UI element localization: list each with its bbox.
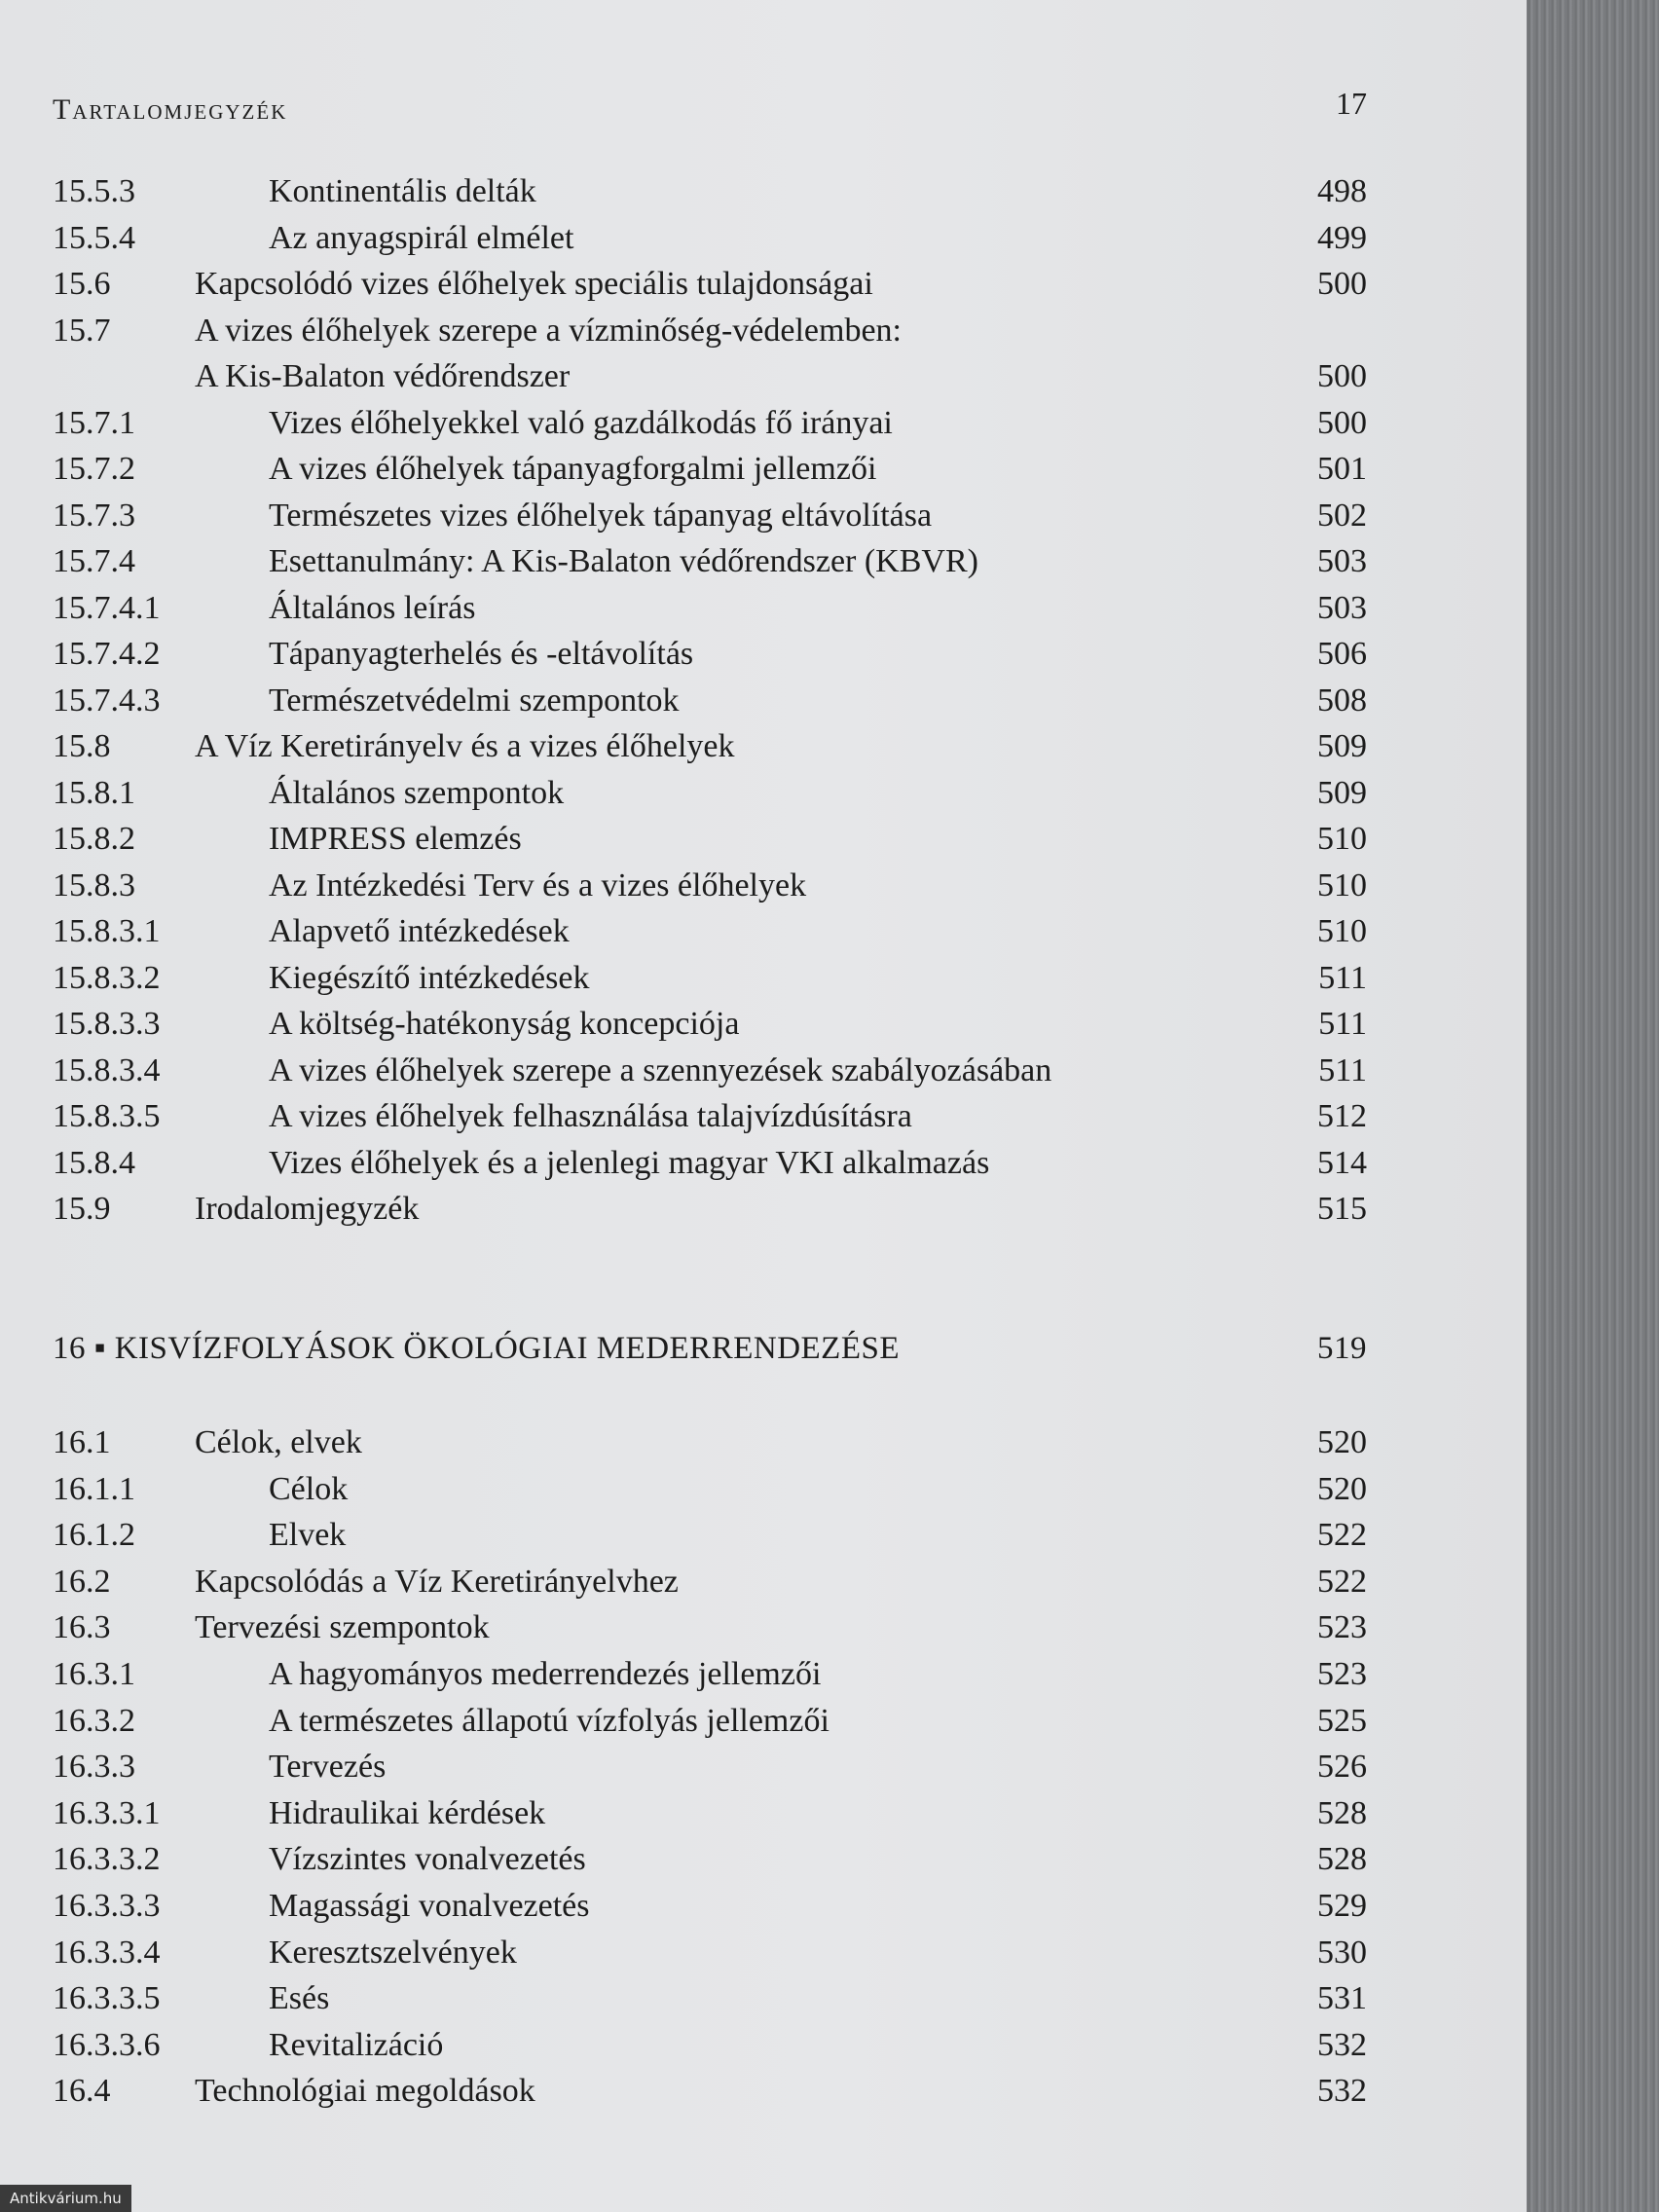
entry-page: 498 — [1317, 173, 1367, 209]
toc-entry — [53, 1049, 1367, 1093]
entry-number: 16.1.1 — [53, 1470, 135, 1507]
entry-title: Általános szempontok — [269, 774, 565, 811]
entry-title: Az anyagspirál elmélet — [269, 219, 574, 256]
toc-entry — [53, 1605, 1367, 1650]
entry-title: Természetes vizes élőhelyek tápanyag eltávolítása — [269, 497, 933, 534]
toc-entry — [53, 216, 1367, 261]
entry-page: 525 — [1317, 1702, 1367, 1739]
toc-entry — [53, 2023, 1367, 2068]
entry-page: 503 — [1317, 543, 1367, 579]
entry-title: A vizes élőhelyek tápanyagforgalmi jellemzői — [269, 451, 877, 487]
toc-entry — [53, 1002, 1367, 1047]
entry-number: 16.3.3.2 — [53, 1841, 161, 1878]
entry-page: 514 — [1317, 1144, 1367, 1181]
entry-number: 15.8.3.2 — [53, 959, 161, 996]
entry-number: 16.3.3.3 — [53, 1888, 161, 1924]
entry-page: 502 — [1317, 497, 1367, 534]
entry-title: Irodalomjegyzék — [195, 1191, 420, 1227]
entry-title: Tervezés — [269, 1749, 387, 1786]
entry-number: 15.7.3 — [53, 497, 135, 534]
entry-page: 501 — [1317, 451, 1367, 487]
entry-page: 520 — [1317, 1424, 1367, 1460]
entry-title: Vizes élőhelyekkel való gazdálkodás fő irányai — [269, 404, 893, 441]
toc-entry — [53, 1467, 1367, 1512]
toc-entry — [53, 586, 1367, 631]
entry-title: Kiegészítő intézkedések — [269, 959, 590, 996]
toc-entry — [53, 1513, 1367, 1558]
toc-entry — [53, 956, 1367, 1001]
entry-number: 16.3.3.1 — [53, 1794, 161, 1831]
entry-number: 16.1 — [53, 1424, 111, 1460]
entry-number: 15.8 — [53, 728, 111, 764]
entry-page: 512 — [1317, 1098, 1367, 1134]
toc-entry — [53, 354, 1367, 399]
entry-title: Kapcsolódó vizes élőhelyek speciális tulajdonságai — [195, 266, 873, 302]
entry-page: 531 — [1317, 1980, 1367, 2017]
toc-entry — [53, 2069, 1367, 2114]
entry-title: Technológiai megoldások — [195, 2073, 535, 2110]
entry-title: A vizes élőhelyek szerepe a vízminőség-védelemben: — [195, 312, 902, 349]
entry-number: 16.2 — [53, 1563, 111, 1600]
watermark: Antikvárium.hu — [0, 2185, 131, 2212]
entry-page: 528 — [1317, 1841, 1367, 1878]
entry-page: 532 — [1317, 2026, 1367, 2063]
entry-page: 499 — [1317, 219, 1367, 256]
toc-entry — [53, 1560, 1367, 1604]
toc-entry — [53, 771, 1367, 816]
entry-number: 15.8.2 — [53, 821, 135, 857]
toc-entry — [53, 1976, 1367, 2021]
toc-entry — [53, 169, 1367, 214]
entry-title: Keresztszelvények — [269, 1934, 517, 1971]
entry-number: 16.3.2 — [53, 1702, 135, 1739]
entry-page: 529 — [1317, 1888, 1367, 1924]
entry-page: 520 — [1317, 1470, 1367, 1507]
toc-entry — [53, 1094, 1367, 1139]
toc-entry — [53, 817, 1367, 862]
toc-entry — [53, 1141, 1367, 1186]
entry-number: 15.8.3.5 — [53, 1098, 161, 1134]
entry-title: A Víz Keretirányelv és a vizes élőhelyek — [195, 728, 735, 764]
entry-page: 510 — [1317, 821, 1367, 857]
toc-entry — [53, 1187, 1367, 1232]
entry-page: 515 — [1317, 1191, 1367, 1227]
toc-entry — [53, 679, 1367, 723]
entry-page: 506 — [1317, 636, 1367, 672]
entry-title: IMPRESS elemzés — [269, 821, 522, 857]
entry-number: 16.3.3 — [53, 1749, 135, 1786]
entry-title: A vizes élőhelyek felhasználása talajvízdúsításra — [269, 1098, 912, 1134]
entry-page: 523 — [1317, 1656, 1367, 1692]
entry-number: 15.7.4.2 — [53, 636, 161, 672]
entry-number: 15.7.1 — [53, 404, 135, 441]
entry-page: 532 — [1317, 2073, 1367, 2110]
entry-title: Elvek — [269, 1517, 347, 1554]
toc-entry — [53, 539, 1367, 584]
toc-entry — [53, 1699, 1367, 1744]
entry-number: 15.9 — [53, 1191, 111, 1227]
entry-title: A vizes élőhelyek szerepe a szennyezések szabályozásában — [269, 1051, 1052, 1088]
entry-page: 522 — [1317, 1563, 1367, 1600]
entry-number: 16.4 — [53, 2073, 111, 2110]
chapter-heading — [53, 1326, 1367, 1371]
entry-page: 510 — [1317, 913, 1367, 949]
entry-number: 16.3 — [53, 1609, 111, 1646]
chapter-title: 16 ▪ KISVÍZFOLYÁSOK ÖKOLÓGIAI MEDERRENDEZÉSE — [53, 1331, 901, 1366]
entry-page: 500 — [1317, 404, 1367, 441]
entry-number: 15.7.4.1 — [53, 589, 161, 626]
entry-number: 15.7.2 — [53, 451, 135, 487]
entry-title: Esés — [269, 1980, 330, 2017]
entry-title: A hagyományos mederrendezés jellemzői — [269, 1656, 822, 1692]
toc-entry — [53, 494, 1367, 538]
page-header — [53, 86, 1367, 134]
entry-page: 510 — [1317, 866, 1367, 903]
entry-title: A költség-hatékonyság koncepciója — [269, 1006, 740, 1042]
toc-entry — [53, 447, 1367, 492]
entry-title: Tápanyagterhelés és -eltávolítás — [269, 636, 694, 672]
entry-number: 15.8.4 — [53, 1144, 135, 1181]
page-number: 17 — [1336, 86, 1367, 121]
entry-title: Az Intézkedési Terv és a vizes élőhelyek — [269, 866, 807, 903]
entry-page: 523 — [1317, 1609, 1367, 1646]
entry-title: Kapcsolódás a Víz Keretirányelvhez — [195, 1563, 679, 1600]
toc-entry — [53, 1652, 1367, 1697]
toc-entry — [53, 1745, 1367, 1789]
entry-title: A természetes állapotú vízfolyás jellemzői — [269, 1702, 830, 1739]
entry-title: Revitalizáció — [269, 2026, 444, 2063]
entry-page: 500 — [1317, 266, 1367, 302]
entry-number: 16.3.1 — [53, 1656, 135, 1692]
entry-number: 15.6 — [53, 266, 111, 302]
entry-number: 15.7.4.3 — [53, 682, 161, 719]
toc-entry — [53, 724, 1367, 769]
entry-title: Célok — [269, 1470, 349, 1507]
entry-page: 509 — [1317, 774, 1367, 811]
entry-number: 15.8.3 — [53, 866, 135, 903]
entry-title: Tervezési szempontok — [195, 1609, 490, 1646]
entry-page: 511 — [1318, 1051, 1367, 1088]
entry-number: 15.5.3 — [53, 173, 135, 209]
entry-page: 528 — [1317, 1794, 1367, 1831]
toc-entry — [53, 1884, 1367, 1929]
entry-title: Természetvédelmi szempontok — [269, 682, 680, 719]
entry-title: A Kis-Balaton védőrendszer — [195, 358, 571, 394]
entry-number: 15.7 — [53, 312, 111, 349]
entry-number: 16.3.3.4 — [53, 1934, 161, 1971]
entry-page: 530 — [1317, 1934, 1367, 1971]
toc-entry — [53, 401, 1367, 446]
entry-number: 15.5.4 — [53, 219, 135, 256]
entry-number: 16.3.3.6 — [53, 2026, 161, 2063]
entry-number: 15.8.3.4 — [53, 1051, 161, 1088]
entry-number: 15.8.1 — [53, 774, 135, 811]
toc-entry — [53, 864, 1367, 908]
entry-page: 511 — [1318, 1006, 1367, 1042]
page-stack-edge — [1527, 0, 1659, 2212]
entry-page: 503 — [1317, 589, 1367, 626]
entry-title: Vizes élőhelyek és a jelenlegi magyar VKI alkalmazás — [269, 1144, 990, 1181]
toc-entry — [53, 1931, 1367, 1975]
entry-title: Alapvető intézkedések — [269, 913, 570, 949]
toc-entry — [53, 1420, 1367, 1465]
toc-entry — [53, 632, 1367, 677]
toc-entry — [53, 909, 1367, 954]
toc-entry — [53, 309, 1367, 353]
toc-entry — [53, 262, 1367, 307]
toc-entry — [53, 1837, 1367, 1882]
entry-title: Esettanulmány: A Kis-Balaton védőrendszer (KBVR) — [269, 543, 978, 579]
entry-number: 15.8.3.3 — [53, 1006, 161, 1042]
entry-page: 508 — [1317, 682, 1367, 719]
entry-number: 15.8.3.1 — [53, 913, 161, 949]
entry-page: 526 — [1317, 1749, 1367, 1786]
running-title: Tartalomjegyzék — [53, 93, 288, 126]
toc-entry — [53, 1791, 1367, 1836]
entry-title: Vízszintes vonalvezetés — [269, 1841, 586, 1878]
entry-title: Hidraulikai kérdések — [269, 1794, 546, 1831]
entry-page: 522 — [1317, 1517, 1367, 1554]
entry-title: Magassági vonalvezetés — [269, 1888, 590, 1924]
entry-page: 511 — [1318, 959, 1367, 996]
entry-title: Kontinentális delták — [269, 173, 536, 209]
entry-number: 16.1.2 — [53, 1517, 135, 1554]
entry-title: Célok, elvek — [195, 1424, 362, 1460]
entry-page: 509 — [1317, 728, 1367, 764]
entry-title: Általános leírás — [269, 589, 476, 626]
entry-page: 500 — [1317, 358, 1367, 394]
entry-number: 16.3.3.5 — [53, 1980, 161, 2017]
chapter-page: 519 — [1317, 1331, 1367, 1366]
entry-number: 15.7.4 — [53, 543, 135, 579]
